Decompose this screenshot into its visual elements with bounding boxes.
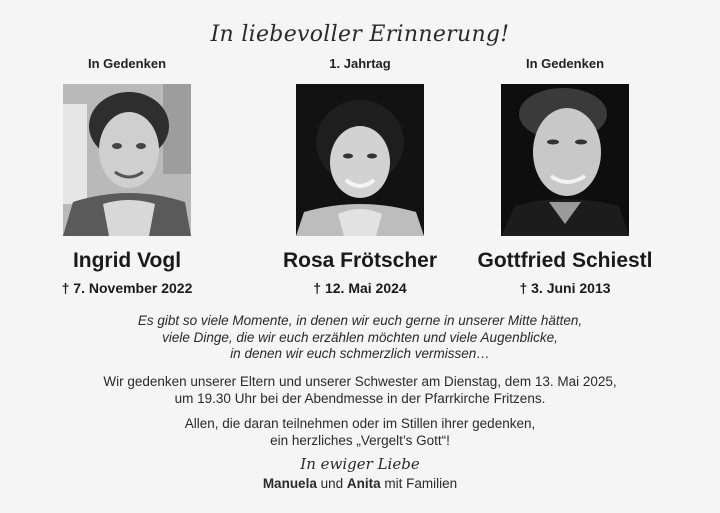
mass-announcement (0, 373, 720, 407)
signers (0, 476, 720, 491)
person-column-2 (265, 56, 455, 296)
signer-connector: und (320, 476, 344, 491)
quote-line: Es gibt so viele Momente, in denen wir euch gerne in unserer Mitte hätten, (137, 313, 583, 328)
person-death-date: † 7. November 2022 (61, 280, 193, 296)
signer-suffix: mit Familien (384, 476, 458, 491)
person-name: Gottfried Schiestl (477, 249, 653, 272)
person-column-1 (32, 56, 222, 296)
person-caption: In Gedenken (525, 56, 605, 71)
person-death-date: † 3. Juni 2013 (519, 280, 611, 296)
announcement-line: um 19.30 Uhr bei der Abendmesse in der Pfarrkirche Fritzens. (174, 391, 546, 406)
memorial-quote (0, 313, 720, 363)
person-name: Rosa Frötscher (282, 249, 438, 272)
memorial-heading: In liebevoller Erinnerung! (210, 22, 510, 47)
portrait-photo-1 (63, 84, 191, 236)
signer-second: Anita (346, 476, 381, 491)
invitation-line: Allen, die daran teilnehmen oder im Stillen ihrer gedenken, (184, 416, 536, 431)
person-caption: In Gedenken (87, 56, 167, 71)
closing-phrase: In ewiger Liebe (300, 455, 420, 473)
portrait-photo-2 (296, 84, 424, 236)
signer-first: Manuela (262, 476, 317, 491)
portrait-photo-3 (501, 84, 629, 236)
person-name: Ingrid Vogl (72, 249, 182, 272)
quote-line: in denen wir euch schmerzlich vermissen… (230, 346, 490, 361)
person-column-3 (470, 56, 660, 296)
person-death-date: † 12. Mai 2024 (313, 280, 407, 296)
announcement-line: Wir gedenken unserer Eltern und unserer Schwester am Dienstag, dem 13. Mai 2025, (103, 374, 617, 389)
invitation-text (0, 415, 720, 449)
person-caption: 1. Jahrtag (329, 56, 391, 71)
invitation-line: ein herzliches „Vergelt’s Gott“! (270, 433, 450, 448)
quote-line: viele Dinge, die wir euch erzählen möchten und viele Augenblicke, (162, 329, 558, 345)
